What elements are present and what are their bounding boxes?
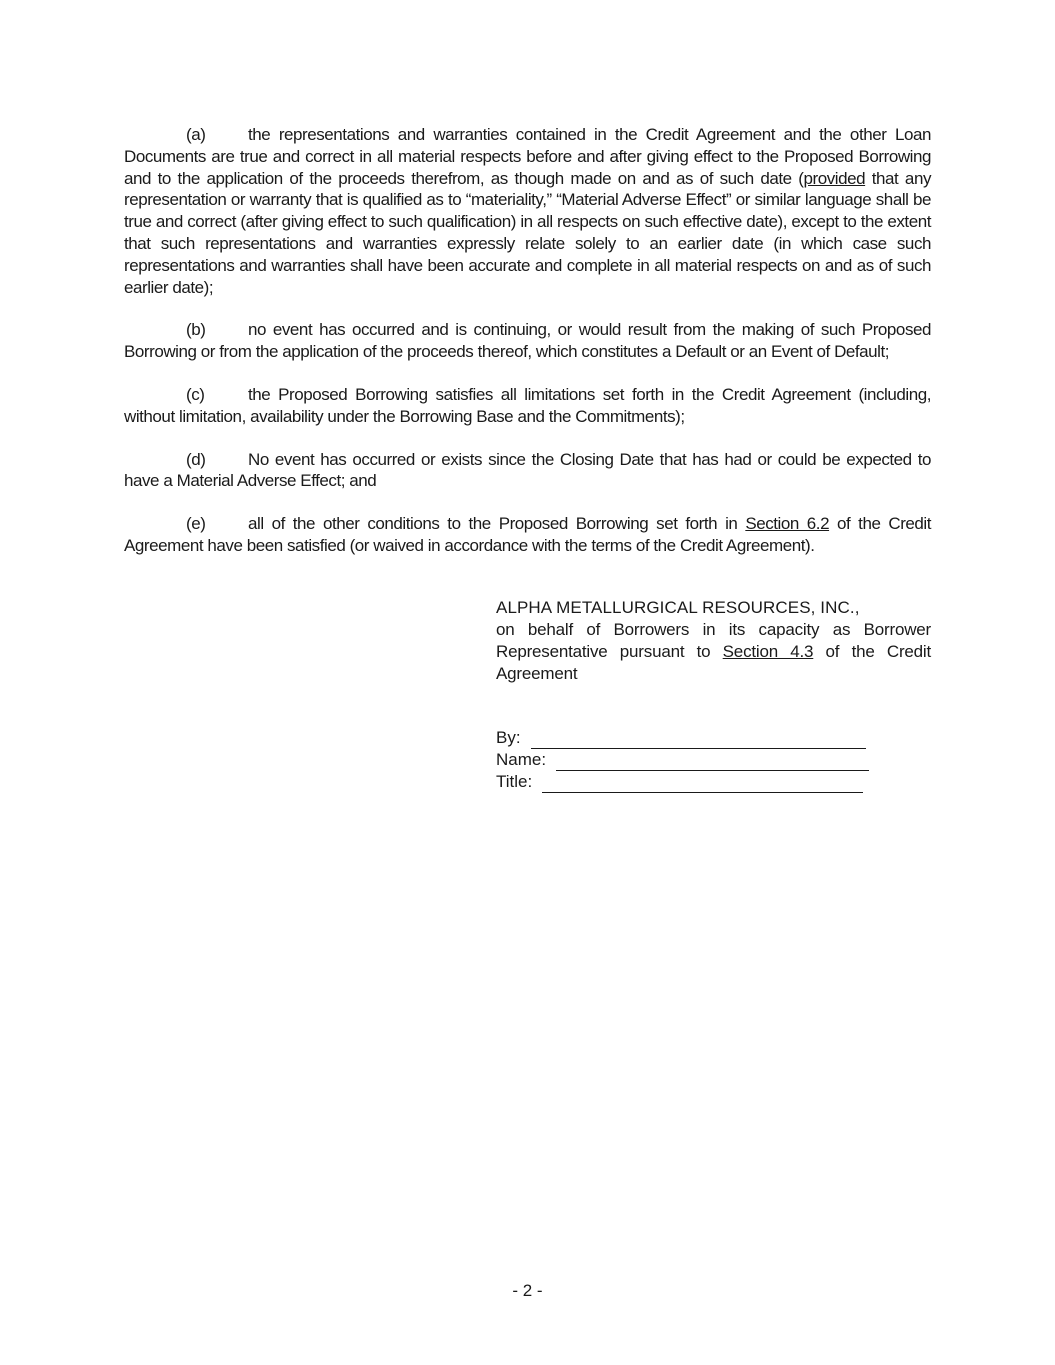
clause-label: (e) [186,514,206,534]
behalf-statement [496,619,931,685]
clause-text: the representations and warranties contained in the Credit Agreement and the other Loan Documents are true and correct in all material respects before and after giving effect to the Proposed Borrowing and to the application of the proceeds therefrom, as though made on and as of such date ( [124,125,931,188]
by-label: By: [496,728,521,747]
behalf-text: on behalf of Borrowers in its capacity as Borrower Representative pursuant to [496,620,931,661]
certificate-body [124,124,931,578]
title-label: Title: [496,772,533,791]
clause-text: no event has occurred and is continuing, or would result from the making of such Proposed Borrowing or from the application of the proceeds thereof, which constitutes a Default or an Event of Default; [124,320,931,362]
page-number: - 2 - [512,1281,543,1300]
title-signature-line[interactable] [542,776,863,793]
clause-label: (b) [186,320,206,340]
clause-label: (d) [186,449,206,469]
clause-e [124,513,931,557]
title-row [496,771,876,793]
by-row [496,727,876,749]
name-row [496,749,876,771]
section-reference: Section 4.3 [722,642,814,661]
clause-text: the Proposed Borrowing satisfies all limitations set forth in the Credit Agreement (including, without limitation, availability under the Borrowing Base and the Commitments); [124,384,931,426]
clause-text: all of the other conditions to the Proposed Borrowing set forth in [248,514,746,534]
company-name: ALPHA METALLURGICAL RESOURCES, INC., [496,598,860,617]
clause-a [124,124,931,298]
clause-c [124,384,931,428]
signature-lines [496,727,876,793]
clause-text-continued: that any representation or warranty that is qualified as to “materiality,” “Material Adverse Effect” or similar language shall be true and correct (after giving effect to such qualification) in all respects on such effective date), except to the extent that such representations and warranties expressly relate solely to an earlier date (in which case such representations and warranties shall have been accurate and complete in all material respects on and as of such earlier date); [124,168,931,297]
section-reference: Section 6.2 [745,514,830,534]
behalf-text-continued: of the Credit Agreement [496,642,932,683]
clause-text-continued: of the Credit Agreement have been satisfied (or waived in accordance with the terms of the Credit Agreement). [124,514,932,555]
name-signature-line[interactable] [556,754,869,771]
signature-block [496,597,931,685]
provided-underlined: provided [803,168,866,188]
clause-d [124,449,931,493]
clause-label: (c) [186,384,205,404]
clause-text: No event has occurred or exists since the Closing Date that has had or could be expected to have a Material Adverse Effect; and [124,449,931,491]
clause-b [124,319,931,363]
by-signature-line[interactable] [531,732,866,749]
clause-label: (a) [186,125,206,144]
name-label: Name: [496,750,547,769]
